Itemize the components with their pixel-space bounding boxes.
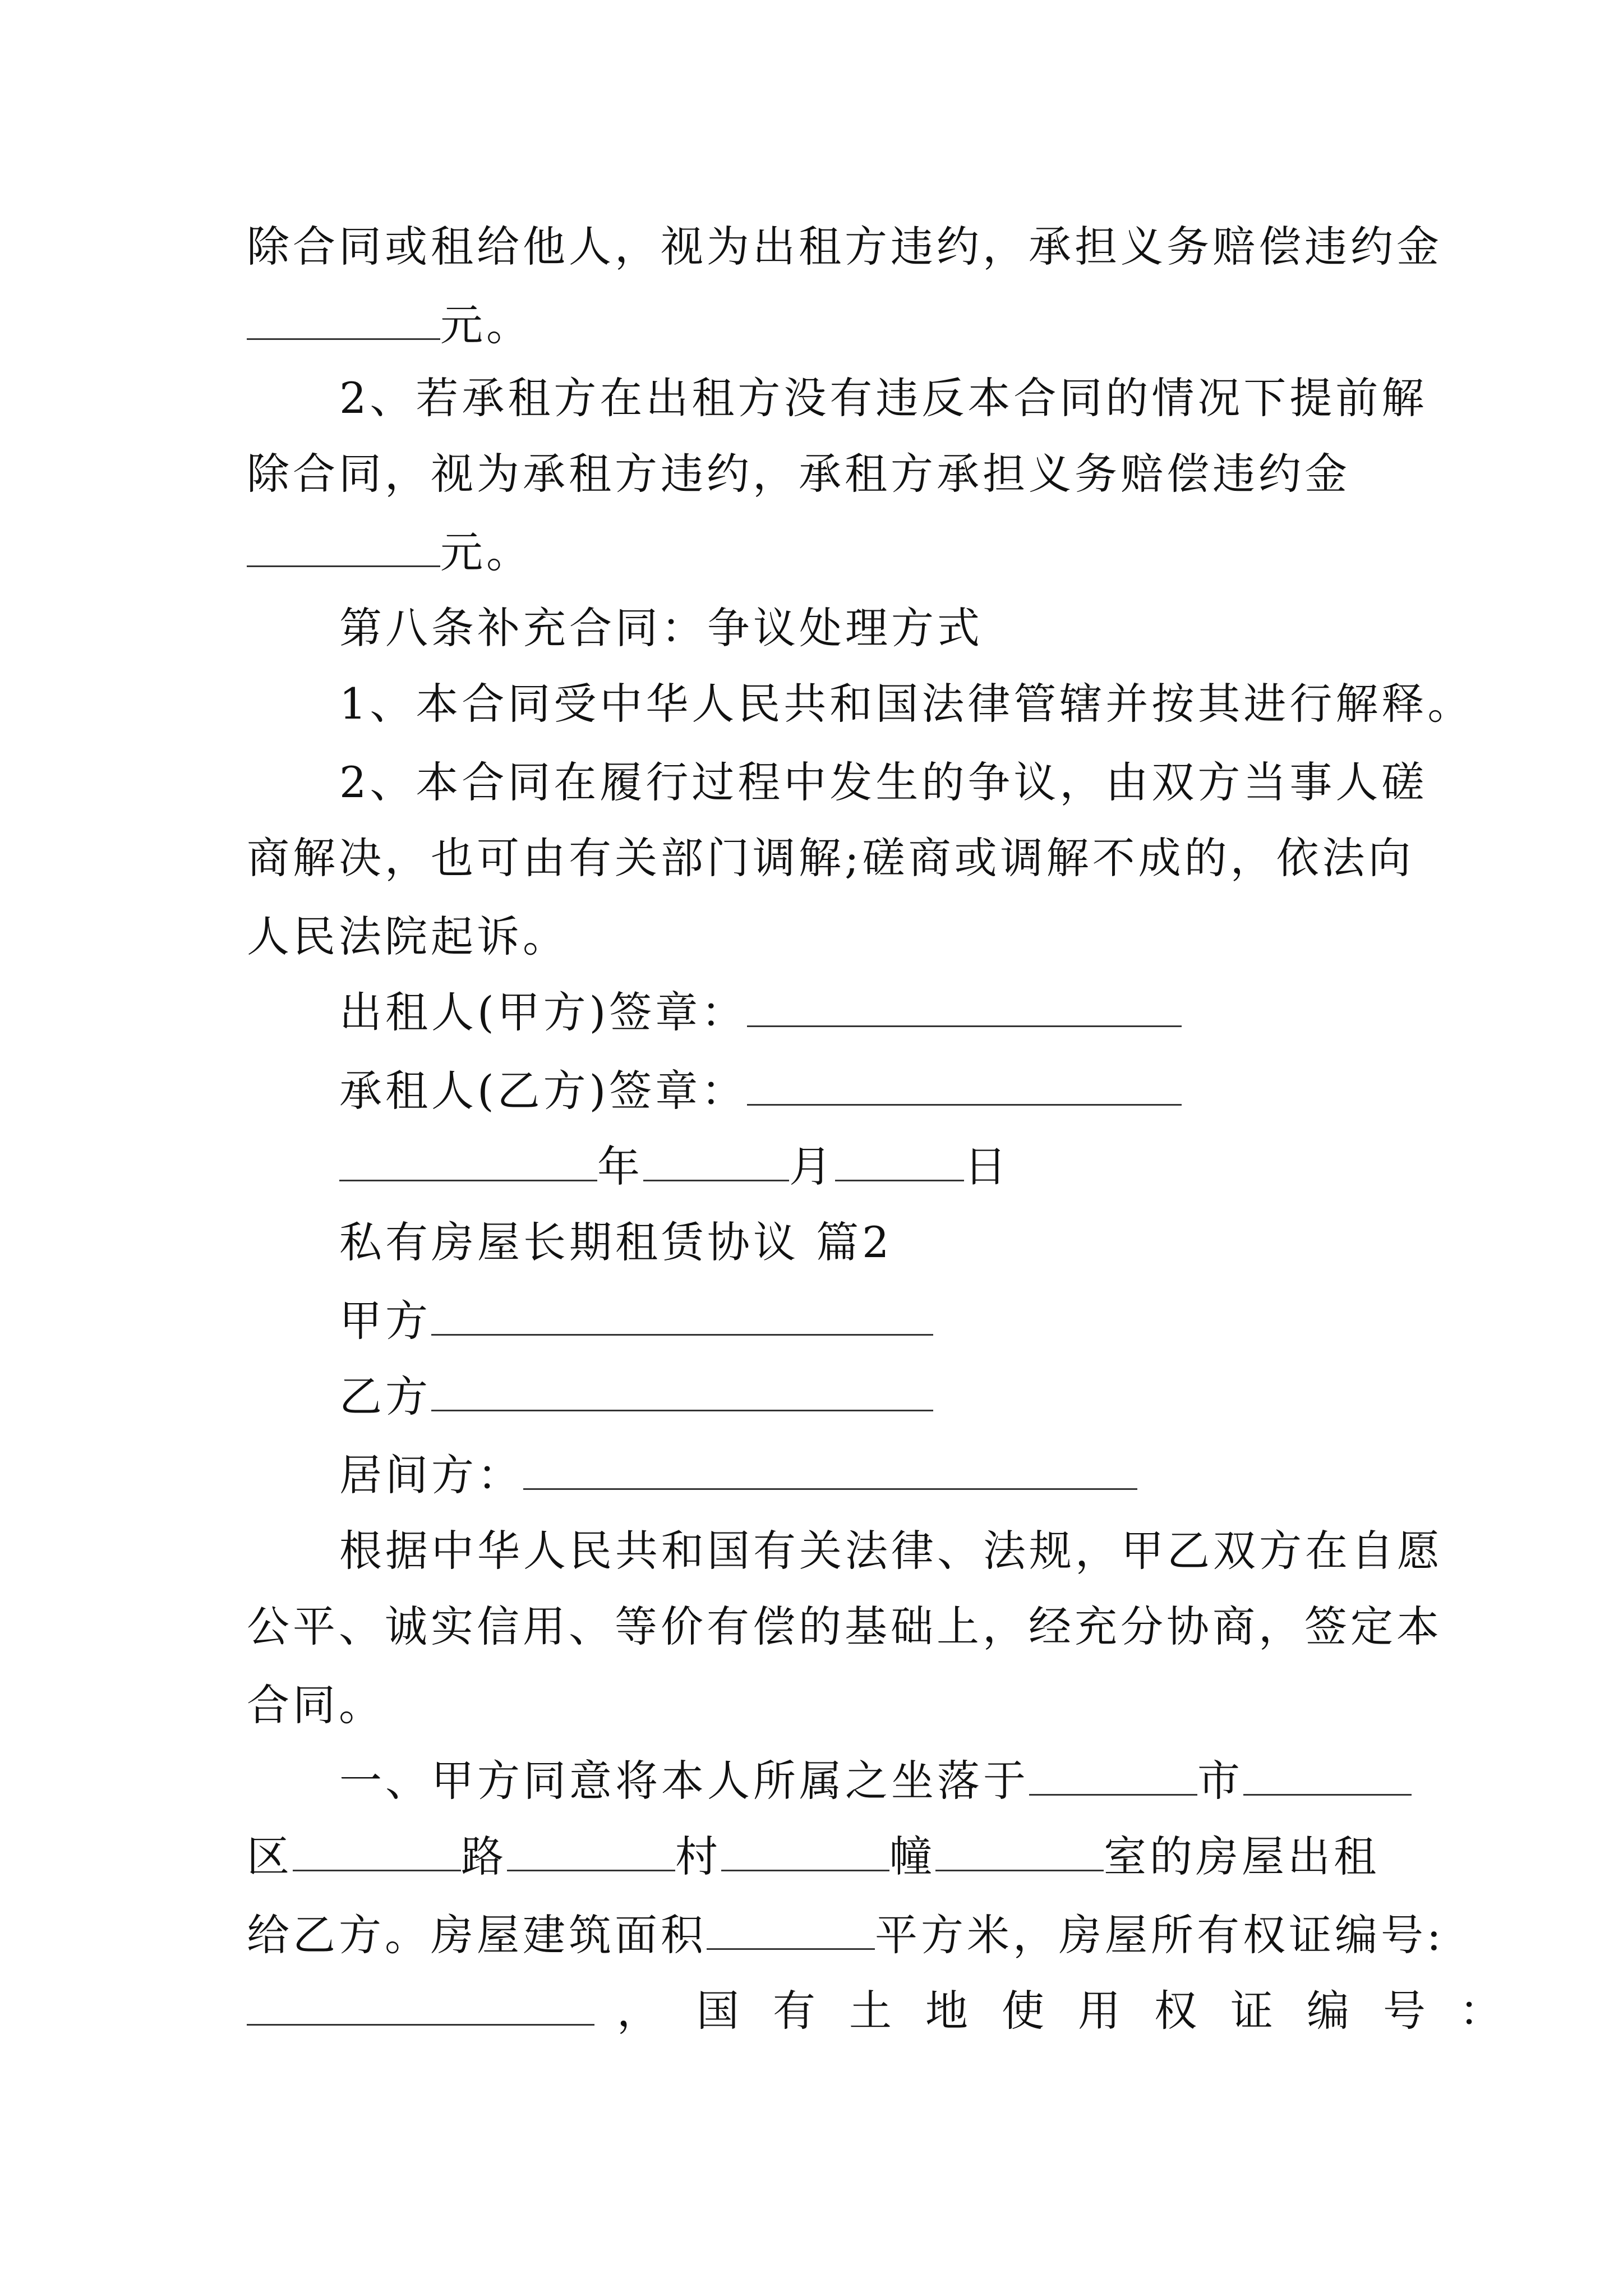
line-text: 元。 — [440, 527, 532, 577]
party-label: 甲方 — [339, 1296, 431, 1346]
line-text: 合同。 — [247, 1680, 385, 1730]
line-text: 除合同或租给他人，视为出租方违约，承担义务赔偿违约金 — [247, 222, 1442, 272]
text-line — [247, 1599, 1442, 1655]
text-line — [339, 1523, 1443, 1579]
party-label: 居间方： — [339, 1450, 523, 1500]
line-text: 2、本合同在履行过程中发生的争议，由双方当事人磋 — [339, 757, 1428, 807]
line-text: 公平、诚实信用、等价有偿的基础上，经充分协商，签定本 — [247, 1602, 1442, 1651]
line-text: 元。 — [440, 300, 532, 350]
signature-line — [339, 984, 1182, 1041]
blank-field[interactable] — [721, 1836, 889, 1871]
day-blank[interactable] — [835, 1146, 964, 1181]
text-line — [247, 219, 1442, 275]
month-blank[interactable] — [643, 1146, 789, 1181]
month-label: 月 — [789, 1142, 835, 1191]
blank-field[interactable] — [1243, 1760, 1412, 1796]
line-text: 国有土地使用权证编号： — [697, 1986, 1536, 2036]
year-label: 年 — [597, 1142, 643, 1191]
line-text: 平方米，房屋所有权证编号: — [875, 1910, 1445, 1960]
line-text: 给乙方。房屋建筑面积 — [247, 1910, 707, 1960]
date-line — [339, 1139, 1010, 1195]
line-text: 幢 — [889, 1832, 935, 1881]
text-line — [247, 297, 532, 353]
text-line — [247, 524, 532, 581]
text-line — [247, 1829, 1380, 1885]
line-text: ， — [617, 1986, 663, 2036]
blank-field[interactable] — [707, 1915, 875, 1950]
signature-line — [339, 1063, 1182, 1119]
text-line — [339, 676, 1473, 732]
text-line — [247, 1983, 1536, 2039]
blank-field[interactable] — [247, 532, 440, 567]
day-label: 日 — [964, 1142, 1010, 1191]
line-text: 1、本合同受中华人民共和国法律管辖并按其进行解释。 — [339, 679, 1474, 729]
section-title — [339, 1214, 893, 1271]
blank-field[interactable] — [293, 1836, 461, 1871]
party-line — [339, 1447, 1137, 1503]
line-text: 私有房屋长期租赁协议 篇2 — [339, 1217, 893, 1267]
blank-field[interactable] — [507, 1836, 675, 1871]
line-text: 商解决，也可由有关部门调解;磋商或调解不成的，依法向 — [247, 833, 1414, 883]
blank-field[interactable] — [1029, 1760, 1197, 1796]
party-blank[interactable] — [431, 1300, 933, 1336]
blank-field[interactable] — [935, 1836, 1104, 1871]
signature-blank[interactable] — [747, 992, 1182, 1027]
signature-label: 承租人(乙方)签章： — [339, 1066, 748, 1116]
line-text: 2、若承租方在出租方没有违反本合同的情况下提前解 — [339, 373, 1428, 423]
party-label: 乙方 — [339, 1372, 431, 1421]
party-blank[interactable] — [431, 1376, 933, 1411]
line-text: 室的房屋出租 — [1104, 1832, 1380, 1881]
party-line — [339, 1293, 933, 1349]
section-heading — [339, 600, 983, 656]
year-blank[interactable] — [339, 1146, 597, 1181]
text-line — [247, 1677, 385, 1733]
line-text: 市 — [1197, 1756, 1243, 1806]
line-text: 一、甲方同意将本人所属之坐落于 — [339, 1756, 1029, 1806]
line-text: 第八条补充合同：争议处理方式 — [339, 603, 983, 653]
text-line — [247, 1907, 1445, 1963]
line-text: 路 — [461, 1832, 507, 1881]
signature-blank[interactable] — [747, 1070, 1182, 1106]
blank-field[interactable] — [247, 1990, 594, 2026]
line-text: 除合同，视为承租方违约，承租方承担义务赔偿违约金 — [247, 449, 1350, 499]
blank-field[interactable] — [247, 305, 440, 340]
text-line — [339, 1753, 1412, 1809]
text-line — [339, 754, 1427, 811]
party-blank[interactable] — [523, 1455, 1137, 1490]
line-text: 区 — [247, 1832, 293, 1881]
line-text: 村 — [675, 1832, 721, 1881]
line-text: 根据中华人民共和国有关法律、法规，甲乙双方在自愿 — [339, 1526, 1443, 1576]
text-line — [247, 830, 1414, 886]
signature-label: 出租人(甲方)签章： — [339, 987, 748, 1037]
text-line — [339, 370, 1427, 426]
text-line — [247, 446, 1350, 502]
party-line — [339, 1369, 933, 1425]
line-text: 人民法院起诉。 — [247, 912, 569, 961]
text-line — [247, 909, 569, 965]
